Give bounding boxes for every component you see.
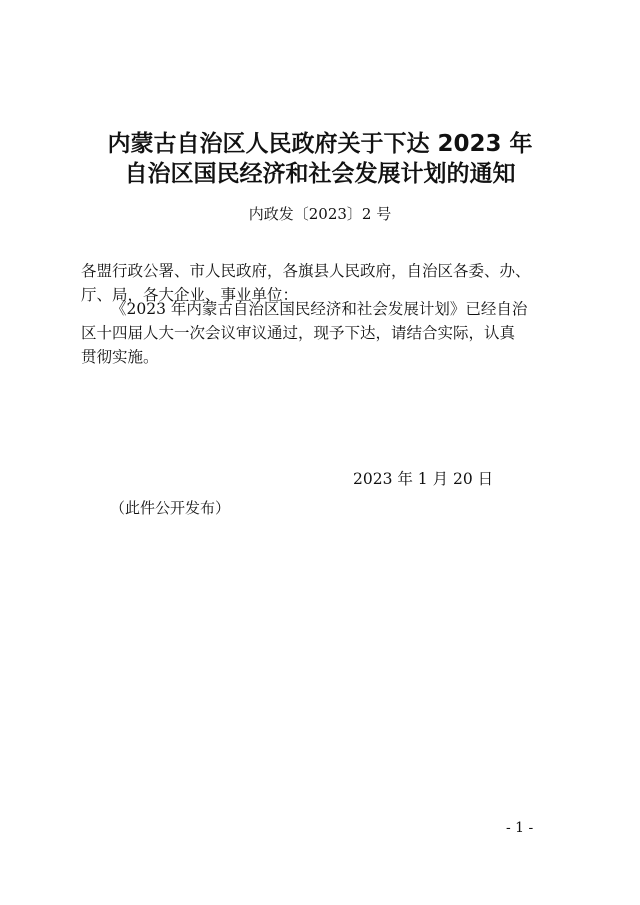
document-title-line-1: 内蒙古自治区人民政府关于下达 2023 年 bbox=[107, 131, 533, 157]
body-paragraph-line-3: 贯彻实施。 bbox=[81, 348, 159, 366]
public-release-note: （此件公开发布） bbox=[110, 499, 231, 517]
addressee-line-2: 厅、局，各大企业、事业单位： bbox=[81, 286, 299, 304]
page-number: - 1 - bbox=[506, 820, 534, 836]
addressee-line-1: 各盟行政公署、市人民政府，各旗县人民政府，自治区各委、办、 bbox=[81, 262, 531, 280]
issue-date: 2023 年 1 月 20 日 bbox=[353, 470, 494, 488]
document-title-line-2: 自治区国民经济和社会发展计划的通知 bbox=[124, 161, 516, 187]
body-paragraph-line-1: 《2023 年内蒙古自治区国民经济和社会发展计划》已经自治 bbox=[111, 300, 528, 318]
document-number: 内政发〔2023〕2 号 bbox=[248, 205, 392, 223]
body-paragraph-line-2: 区十四届人大一次会议审议通过，现予下达，请结合实际，认真 bbox=[81, 324, 516, 342]
